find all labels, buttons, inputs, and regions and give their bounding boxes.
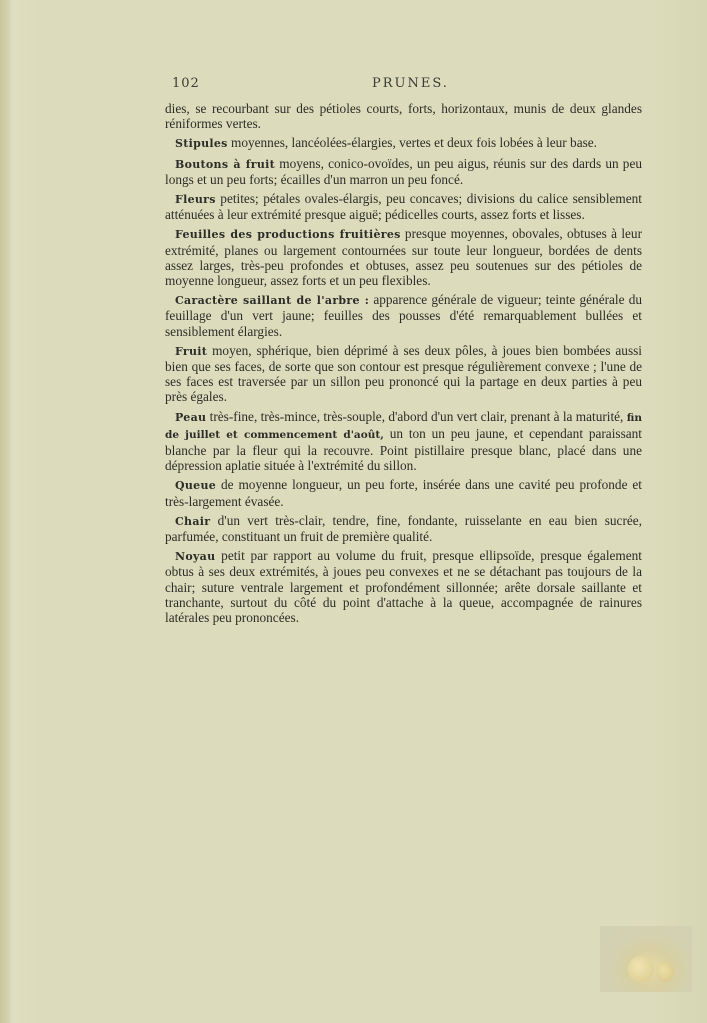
paragraph-inline-bold: fin de juillet et commencement d'août, [165,411,642,441]
paragraph-text: petites; pétales ovales-élargis, peu concaves; divisions du calice sensiblement atténuées à leur extrémité presque aiguë; pédicelles courts, assez forts et lisses. [165,191,642,223]
paragraph-fruit [165,343,642,405]
paragraph-noyau [165,548,642,625]
paragraph-term: Feuilles des productions fruitières [175,228,401,242]
paragraph-term: Caractère saillant de l'arbre : [175,294,370,308]
paragraph-text: un ton un peu jaune, et cependant paraissant blanche par la fleur qui la recouvre. Point pistillaire presque blanc, placé dans une dépression aplatie située à l'extrémité du sillon. [165,425,642,474]
paragraph-term: Chair [175,514,211,528]
paragraph-text: très-fine, très-mince, très-souple, d'abord d'un vert clair, prenant à la maturité, [206,408,627,424]
paragraph-text: moyens, conico-ovoïdes, un peu aigus, réunis sur des dards un peu longs et un peu forts; écailles d'un marron un peu foncé. [165,155,642,187]
fruit-illustration-faint [628,956,654,982]
paragraph-feuilles [165,226,642,288]
paragraph-chair [165,513,642,544]
fruit-illustration-faint [656,962,674,982]
main-text-block [165,101,642,629]
bleed-through-thumbnail [600,926,692,992]
paragraph-fleurs [165,191,642,222]
paragraph-stipules [165,135,642,151]
paragraph-term: Peau [175,410,207,424]
paragraph-continuation [165,101,642,131]
paragraph-term: Boutons à fruit [175,157,276,171]
paragraph-term: Queue [175,479,217,493]
paragraph-queue [165,477,642,508]
running-header [172,76,642,94]
paragraph-caractere [165,292,642,339]
paragraph-term: Fleurs [175,193,216,207]
paragraph-text: presque moyennes, obovales, obtuses à leur extrémité, planes ou largement contournées sur toute leur longueur, bordées de dents assez larges, très-peu profondes et obtuses, assez peu soutenues sur des pétioles de moyenne longueur, assez forts et un peu flexibles. [165,226,643,289]
page-number: 102 [172,76,200,91]
paragraph-term: Fruit [175,344,208,358]
paragraph-text: de moyenne longueur, un peu forte, insérée dans une cavité peu profonde et très-largement évasée. [165,477,642,509]
paragraph-boutons [165,156,642,187]
paragraph-text: d'un vert très-clair, tendre, fine, fondante, ruisselante en eau bien sucrée, parfumée, constituant un fruit de première qualité. [165,512,642,545]
paragraph-text: moyen, sphérique, bien déprimé à ses deux pôles, à joues bien bombées aussi bien que ses faces, de sorte que son contour est presque régulièrement convexe ; l'une de ses faces est traversée par un sillon peu prononcé qui la partage en deux parties à peu près égales. [165,342,642,405]
book-spine-edge [0,0,10,1023]
paragraph-term: Stipules [175,137,228,151]
paragraph-text: moyennes, lancéolées-élargies, vertes et deux fois lobées à leur base. [227,135,598,151]
paragraph-text: petit par rapport au volume du fruit, presque ellipsoïde, presque également obtus à ses deux extrémités, à joues peu convexes et ne se détachant pas toujours de la chair; suture ventrale largement et profondément sillonnée; arête dorsale saillante et tranchante, surtout du côté du point d'attache à la queue, accompagnée de rainures latérales peu prononcées. [165,548,642,626]
paragraph-term: Noyau [175,550,216,564]
paragraph-peau [165,409,642,474]
running-title: PRUNES. [372,76,449,91]
paragraph-text: dies, se recourbant sur des pétioles courts, forts, horizontaux, munis de deux glandes réniformes vertes. [165,101,642,132]
paragraph-text: apparence générale de vigueur; teinte générale du feuillage d'un vert jaune; feuilles des pousses d'été remarquablement bullées et sensiblement élargies. [165,292,642,339]
